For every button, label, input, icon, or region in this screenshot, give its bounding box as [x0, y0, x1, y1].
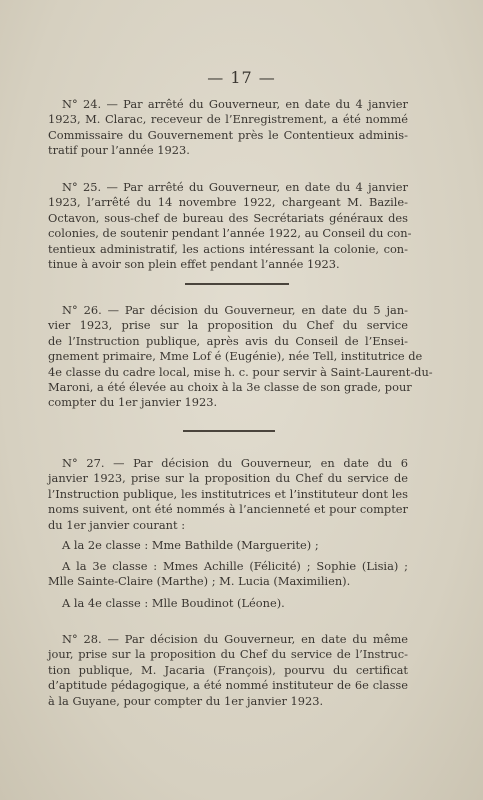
- text-line: 1923, M. Clarac, receveur de l’Enregistrement, a été nommé: [48, 112, 408, 127]
- text-line: vier 1923, prise sur la proposition du Chef du service: [48, 318, 408, 333]
- text-line: N° 25. — Par arrêté du Gouverneur, en date du 4 janvier: [62, 180, 408, 194]
- text-line: A la 3e classe : Mmes Achille (Félicité) ; Sophie (Lisia) ;: [62, 559, 408, 573]
- text-line: compter du 1er janvier 1923.: [48, 395, 218, 410]
- text-line: N° 28. — Par décision du Gouverneur, en date du même: [62, 632, 408, 646]
- text-line: du 1er janvier courant :: [48, 517, 186, 532]
- paragraph-28: [48, 632, 408, 709]
- list-item-4e-classe: [48, 596, 408, 611]
- text-line: noms suivent, ont été nommés à l’ancienneté et pour compter: [48, 502, 408, 517]
- text-line: janvier 1923, prise sur la proposition du Chef du service de: [48, 471, 408, 486]
- text-line: de l’Instruction publique, après avis du Conseil de l’Ensei-: [48, 333, 408, 348]
- text-line: tion publique, M. Jacaria (François), pourvu du certificat: [48, 662, 408, 677]
- text-line: tratif pour l’année 1923.: [48, 143, 190, 158]
- text-line: A la 4e classe : Mlle Boudinot (Léone).: [62, 596, 285, 610]
- text-line: N° 24. — Par arrêté du Gouverneur, en date du 4 janvier: [62, 97, 408, 111]
- paragraph-24: [48, 97, 408, 159]
- text-line: jour, prise sur la proposition du Chef du service de l’Instruc-: [48, 647, 408, 662]
- paragraph-25: [48, 180, 412, 272]
- page-number: — 17 —: [207, 68, 276, 87]
- text-line: colonies, de soutenir pendant l’année 1922, au Conseil du con-: [48, 226, 412, 241]
- text-line: 4e classe du cadre local, mise h. c. pour servir à Saint-Laurent-du-: [48, 364, 433, 379]
- text-line: l’Instruction publique, les institutrices et l’instituteur dont les: [48, 486, 408, 501]
- paragraph-26: [48, 303, 433, 411]
- text-line: Mlle Sainte-Claire (Marthe) ; M. Lucia (Maximilien).: [48, 574, 351, 589]
- text-line: Maroni, a été élevée au choix à la 3e classe de son grade, pour: [48, 380, 412, 395]
- text-line: Commissaire du Gouvernement près le Contentieux adminis-: [48, 127, 408, 142]
- section-divider: [183, 430, 275, 432]
- paragraph-27: [48, 456, 408, 533]
- list-item-3e-classe: [48, 559, 408, 590]
- text-line: 1923, l’arrêté du 14 novembre 1922, chargeant M. Bazile-: [48, 195, 408, 210]
- list-item-2e-classe: [48, 538, 408, 553]
- text-line: à la Guyane, pour compter du 1er janvier 1923.: [48, 693, 324, 708]
- text-line: tentieux administratif, les actions intéressant la colonie, con-: [48, 241, 408, 256]
- text-line: d’aptitude pédagogique, a été nommé instituteur de 6e classe: [48, 678, 408, 693]
- text-line: A la 2e classe : Mme Bathilde (Marguerite) ;: [62, 538, 319, 552]
- text-line: Octavon, sous-chef de bureau des Secrétariats généraux des: [48, 210, 408, 225]
- text-line: gnement primaire, Mme Lof é (Eugénie), née Tell, institutrice de: [48, 349, 423, 364]
- text-line: tinue à avoir son plein effet pendant l’année 1923.: [48, 257, 340, 272]
- text-line: N° 26. — Par décision du Gouverneur, en date du 5 jan-: [62, 303, 408, 317]
- text-line: N° 27. — Par décision du Gouverneur, en date du 6: [62, 456, 408, 470]
- section-divider: [185, 283, 289, 285]
